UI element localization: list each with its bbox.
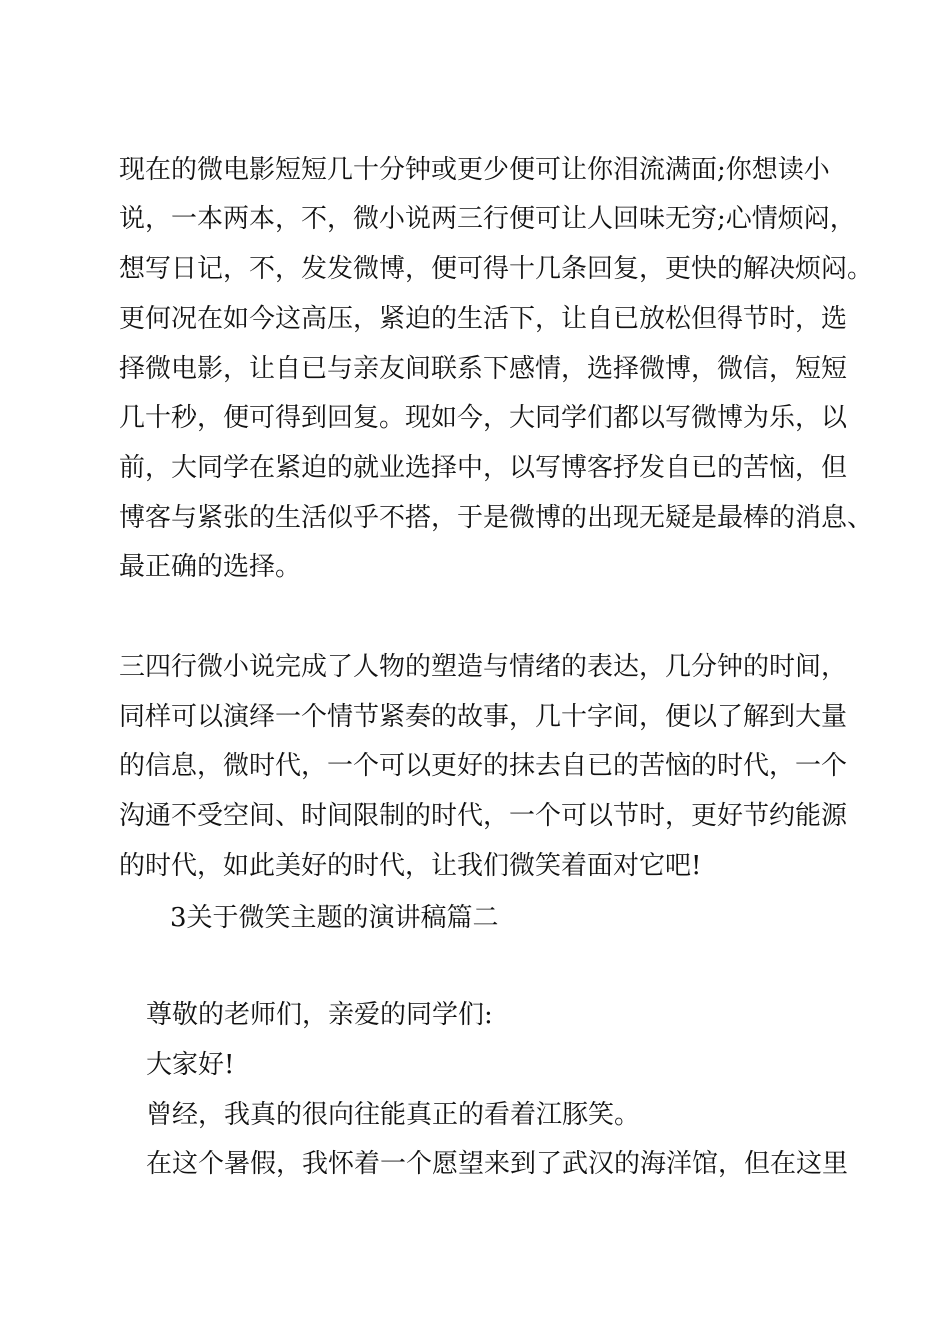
text-line: 最正确的选择。 <box>119 552 302 582</box>
text-line: 几十秒，便可得到回复。现如今，大同学们都以写微博为乐，以 <box>119 403 848 433</box>
text-line: 择微电影，让自已与亲友间联系下感情，选择微博，微信，短短 <box>119 354 848 384</box>
text-line: 同样可以演绎一个情节紧奏的故事，几十字间，便以了解到大量 <box>119 702 848 732</box>
text-line: 想写日记，不，发发微博，便可得十几条回复，更快的解决烦闷。 <box>119 254 874 284</box>
text-line: 尊敬的老师们，亲爱的同学们: <box>146 1000 493 1030</box>
text-line: 说，一本两本，不，微小说两三行便可让人回味无穷;心情烦闷， <box>119 204 856 234</box>
text-line: 更何况在如今这高压，紧迫的生活下，让自已放松但得节时，选 <box>119 304 848 334</box>
section-heading: 3关于微笑主题的演讲稿篇二 <box>170 903 499 933</box>
text-line: 大家好! <box>146 1050 235 1080</box>
text-line: 三四行微小说完成了人物的塑造与情绪的表达，几分钟的时间， <box>119 652 848 682</box>
text-line: 现在的微电影短短几十分钟或更少便可让你泪流满面;你想读小 <box>119 155 830 185</box>
text-line: 沟通不受空间、时间限制的时代，一个可以节时，更好节约能源 <box>119 801 848 831</box>
text-line: 在这个暑假，我怀着一个愿望来到了武汉的海洋馆，但在这里 <box>146 1149 849 1179</box>
text-line: 博客与紧张的生活似乎不搭，于是微博的出现无疑是最棒的消息、 <box>119 503 874 533</box>
text-line: 前，大同学在紧迫的就业选择中，以写博客抒发自已的苦恼，但 <box>119 453 848 483</box>
text-line: 的时代，如此美好的时代，让我们微笑着面对它吧! <box>119 851 702 881</box>
text-line: 的信息，微时代，一个可以更好的抹去自已的苦恼的时代，一个 <box>119 751 848 781</box>
text-line: 曾经，我真的很向往能真正的看着江豚笑。 <box>146 1100 641 1130</box>
